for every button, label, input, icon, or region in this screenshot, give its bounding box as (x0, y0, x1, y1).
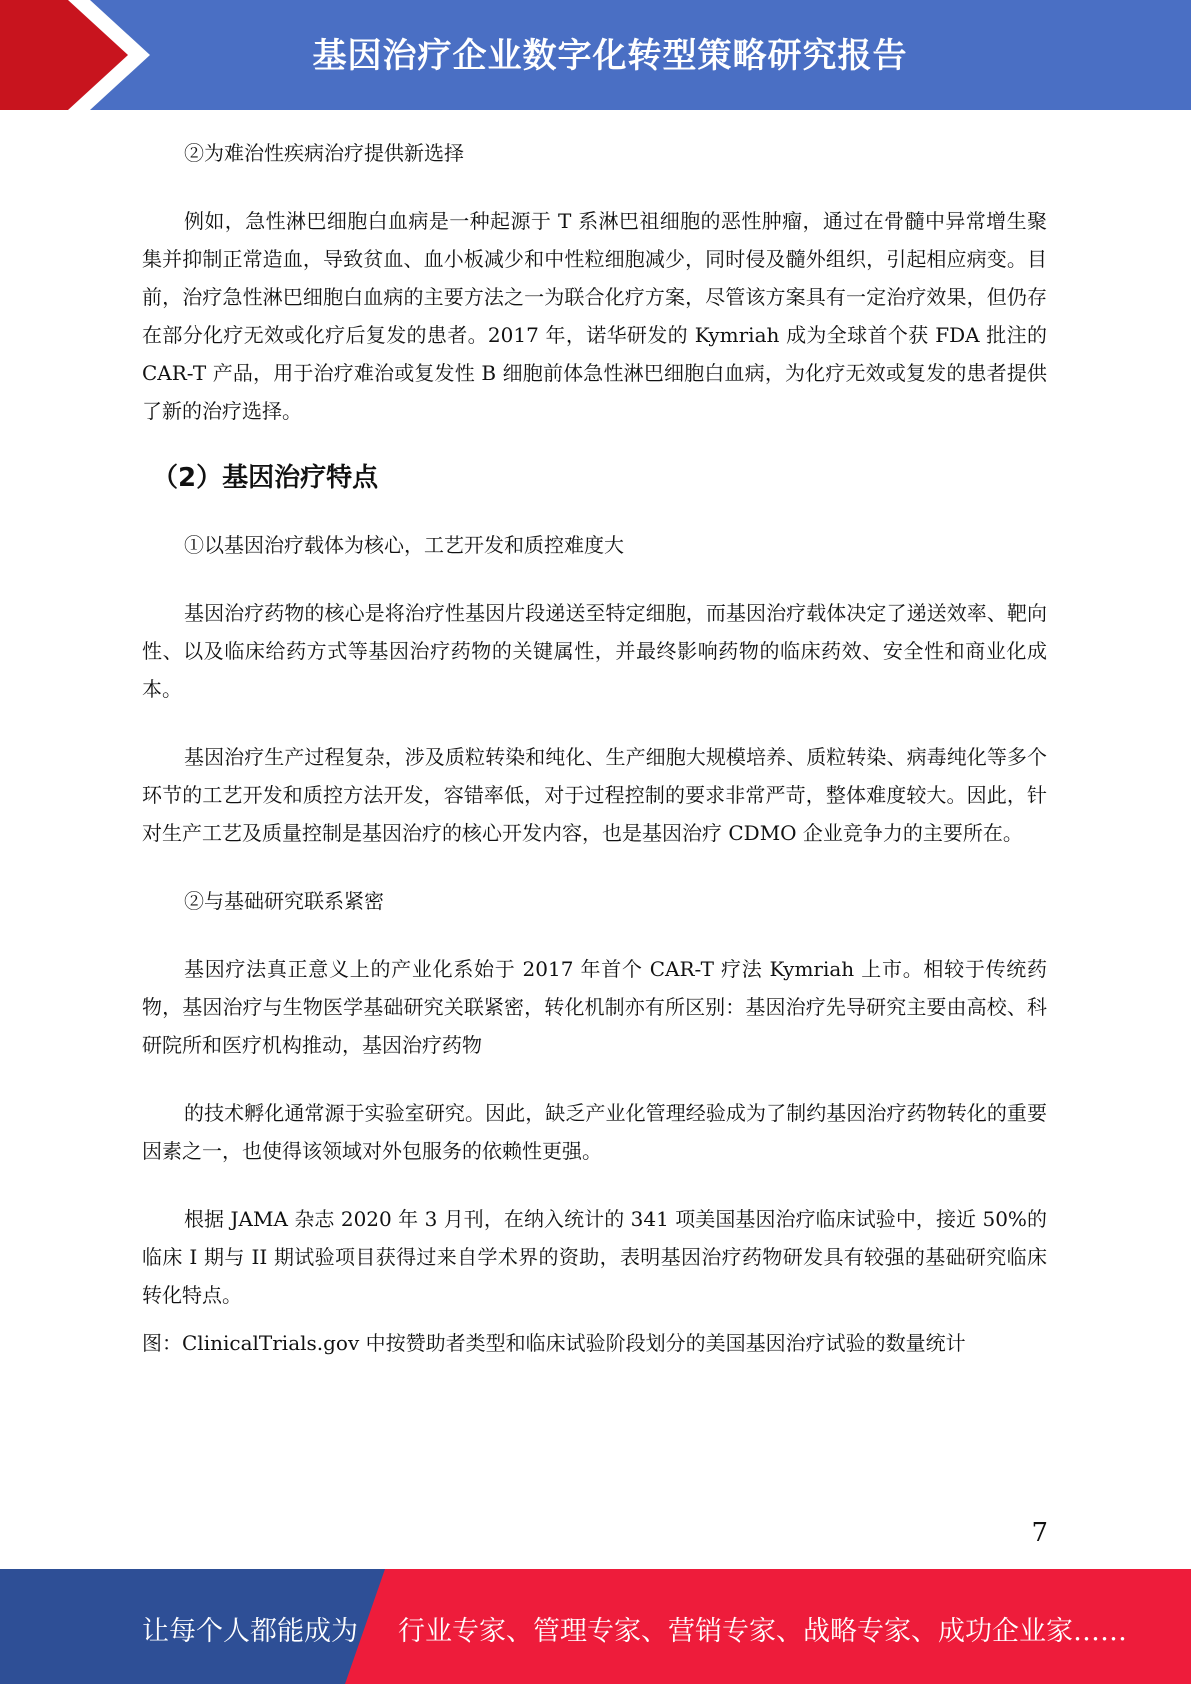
paragraph: 例如，急性淋巴细胞白血病是一种起源于 T 系淋巴祖细胞的恶性肿瘤，通过在骨髓中异常增生聚集并抑制正常造血，导致贫血、血小板减少和中性粒细胞减少，同时侵及髓外组织，引起相应病变。目前，治疗急性淋巴细胞白血病的主要方法之一为联合化疗方案，尽管该方案具有一定治疗效果，但仍存在部分化疗无效或化疗后复发的患者。2017 年，诺华研发的 Kymriah 成为全球首个获 FDA 批注的 CAR-T 产品，用于治疗难治或复发性 B 细胞前体急性淋巴细胞白血病，为化疗无效或复发的患者提供了新的治疗选择。 (142, 209, 1047, 423)
paragraph: 的技术孵化通常源于实验室研究。因此，缺乏产业化管理经验成为了制约基因治疗药物转化的重要因素之一，也使得该领域对外包服务的依赖性更强。 (142, 1101, 1047, 1163)
document-title: 基因治疗企业数字化转型策略研究报告 (312, 36, 908, 76)
section-heading: （2）基因治疗特点 (152, 463, 379, 493)
subsection-title: ①以基因治疗载体为核心，工艺开发和质控难度大 (184, 533, 624, 557)
page-footer (0, 1569, 1191, 1684)
paragraph: 基因治疗药物的核心是将治疗性基因片段递送至特定细胞，而基因治疗载体决定了递送效率、靶向性、以及临床给药方式等基因治疗药物的关键属性，并最终影响药物的临床药效、安全性和商业化成本。 (142, 601, 1047, 701)
footer-slogan-left: 让每个人都能成为 (142, 1616, 358, 1647)
figure-caption: 图：ClinicalTrials.gov 中按赞助者类型和临床试验阶段划分的美国基因治疗试验的数量统计 (142, 1331, 966, 1355)
page-header (0, 0, 1191, 110)
footer-slogan-right: 行业专家、管理专家、营销专家、战略专家、成功企业家…… (398, 1616, 1127, 1647)
subsection-title: ②与基础研究联系紧密 (184, 889, 384, 913)
page-number: 7 (1031, 1518, 1048, 1548)
paragraph: 基因疗法真正意义上的产业化系始于 2017 年首个 CAR-T 疗法 Kymriah 上市。相较于传统药物，基因治疗与生物医学基础研究关联紧密，转化机制亦有所区别：基因治疗先导研究主要由高校、科研院所和医疗机构推动，基因治疗药物 (142, 957, 1047, 1057)
paragraph: 基因治疗生产过程复杂，涉及质粒转染和纯化、生产细胞大规模培养、质粒转染、病毒纯化等多个环节的工艺开发和质控方法开发，容错率低，对于过程控制的要求非常严苛，整体难度较大。因此，针对生产工艺及质量控制是基因治疗的核心开发内容，也是基因治疗 CDMO 企业竞争力的主要所在。 (142, 745, 1047, 845)
report-body (142, 134, 1047, 1360)
subsection-title: ②为难治性疾病治疗提供新选择 (184, 141, 464, 165)
paragraph: 根据 JAMA 杂志 2020 年 3 月刊，在纳入统计的 341 项美国基因治疗临床试验中，接近 50%的临床 I 期与 II 期试验项目获得过来自学术界的资助，表明基因治疗药物研发具有较强的基础研究临床转化特点。 (142, 1207, 1047, 1307)
